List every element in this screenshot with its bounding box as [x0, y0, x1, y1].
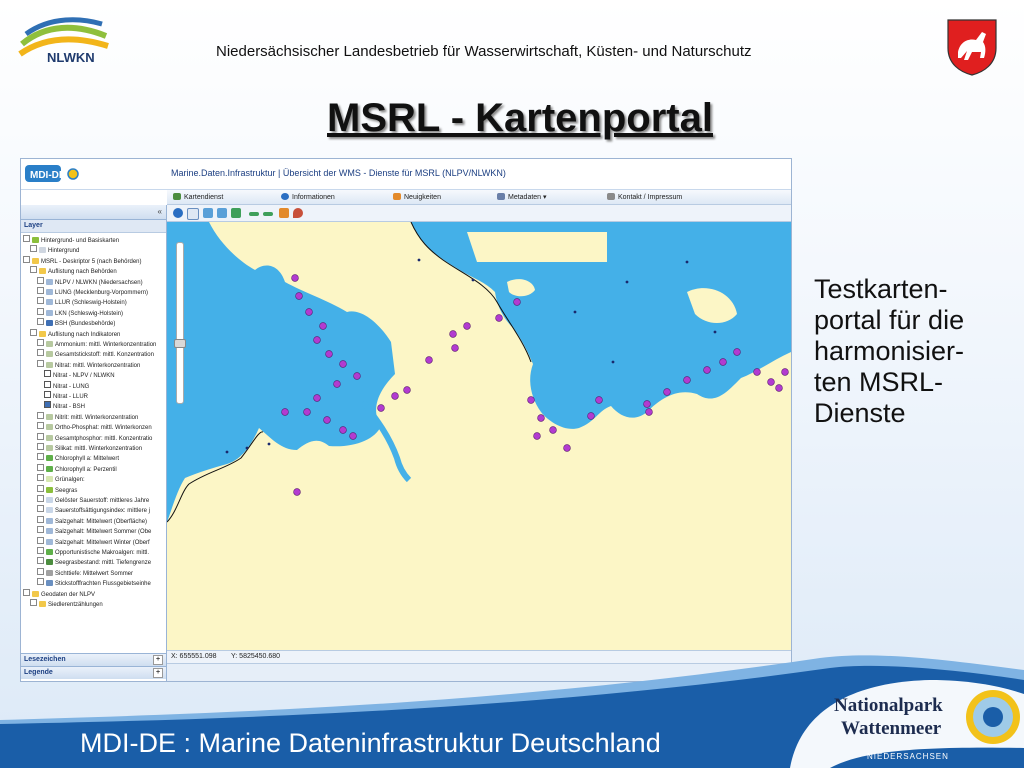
- layer-label: Ammonium: mittl. Winterkonzentration: [55, 342, 157, 348]
- zoom-out-tool-icon[interactable]: [217, 208, 227, 218]
- station-marker-small[interactable]: [472, 279, 475, 282]
- layer-tree-item[interactable]: [37, 453, 119, 463]
- expand-toggle-icon[interactable]: [37, 578, 44, 585]
- layer-tree-item[interactable]: [37, 412, 138, 422]
- layer-tree-item[interactable]: [30, 266, 117, 276]
- expand-toggle-icon[interactable]: [30, 245, 37, 252]
- layer-label: Sichttiefe: Mittelwert Sommer: [55, 570, 134, 577]
- expand-toggle-icon[interactable]: [37, 422, 44, 429]
- station-marker[interactable]: [452, 345, 459, 352]
- station-marker-small[interactable]: [686, 261, 689, 264]
- expand-toggle-icon[interactable]: [37, 453, 44, 460]
- layer-icon: [46, 445, 53, 451]
- layer-icon: [46, 279, 53, 285]
- mdi-de-logo-icon: [25, 163, 85, 185]
- station-marker[interactable]: [450, 331, 457, 338]
- footer-caption: MDI-DE : Marine Dateninfrastruktur Deutschland: [80, 728, 661, 758]
- expand-toggle-icon[interactable]: [37, 557, 44, 564]
- layer-label: MSRL - Deskriptor 5 (nach Behörden): [41, 258, 142, 265]
- layer-tree-item[interactable]: [37, 318, 115, 328]
- station-marker-small[interactable]: [626, 281, 629, 284]
- layer-icon: [46, 487, 53, 493]
- station-marker[interactable]: [350, 433, 357, 440]
- layer-label: Auflistung nach Behörden: [48, 269, 117, 276]
- station-marker[interactable]: [528, 397, 535, 404]
- layer-label: Siedlerentzählungen: [48, 602, 103, 608]
- layer-tree-item[interactable]: [23, 235, 119, 245]
- station-marker[interactable]: [314, 337, 321, 344]
- station-marker[interactable]: [768, 379, 775, 386]
- layer-tree-item[interactable]: [37, 485, 77, 495]
- expand-toggle-icon[interactable]: [37, 287, 44, 294]
- bookmarks-label: Lesezeichen: [24, 656, 66, 663]
- expand-toggle-icon[interactable]: [23, 235, 30, 242]
- station-marker[interactable]: [314, 395, 321, 402]
- station-marker[interactable]: [326, 351, 333, 358]
- layer-label: Nitrat - BSH: [53, 404, 86, 411]
- layer-icon: [46, 320, 53, 326]
- expand-toggle-icon[interactable]: [37, 495, 44, 502]
- layer-icon: [46, 497, 53, 503]
- layer-heading: Layer: [21, 220, 166, 233]
- info-icon: [281, 193, 289, 200]
- collapse-panel-button[interactable]: «: [157, 207, 162, 216]
- news-icon: [393, 193, 401, 200]
- station-marker-small[interactable]: [246, 447, 249, 450]
- x-coordinate: X: 655551.098: [171, 653, 217, 660]
- layer-icon: [39, 247, 46, 253]
- layer-icon: [32, 591, 39, 597]
- station-marker-small[interactable]: [418, 259, 421, 262]
- expand-toggle-icon[interactable]: [37, 349, 44, 356]
- map-toolbar: [167, 205, 791, 222]
- layer-icon: [46, 455, 53, 461]
- side-caption-line: portal für die: [814, 305, 965, 335]
- menu-neuigkeiten[interactable]: [393, 193, 441, 201]
- expand-icon[interactable]: +: [153, 668, 163, 678]
- nlwkn-logo-label: NLWKN: [47, 50, 95, 65]
- side-caption-line: Dienste: [814, 398, 906, 428]
- station-marker-small[interactable]: [612, 361, 615, 364]
- station-marker[interactable]: [306, 309, 313, 316]
- station-marker[interactable]: [282, 409, 289, 416]
- layer-icon: [46, 528, 53, 534]
- layer-label: LUNG (Mecklenburg-Vorpommern): [55, 290, 149, 296]
- layer-label: Chlorophyll a: Mittelwert: [55, 456, 120, 463]
- layer-icon: [46, 351, 53, 357]
- layer-icon: [46, 466, 53, 472]
- station-marker[interactable]: [464, 323, 471, 330]
- layer-icon: [46, 435, 53, 441]
- pan-tool-icon[interactable]: [187, 208, 199, 220]
- mdi-de-logo-label: MDI-DE: [30, 170, 66, 181]
- layer-label: Salzgehalt: Mittelwert (Oberfläche): [55, 518, 148, 525]
- station-marker[interactable]: [320, 323, 327, 330]
- layer-label: BSH (Bundesbehörde): [55, 321, 116, 328]
- station-marker[interactable]: [538, 415, 545, 422]
- zoom-slider[interactable]: [176, 242, 184, 404]
- expand-toggle-icon[interactable]: [30, 329, 37, 336]
- layer-tree-item[interactable]: [37, 422, 152, 432]
- station-marker[interactable]: [646, 409, 653, 416]
- layer-tree-item[interactable]: [37, 578, 151, 588]
- layer-checkbox[interactable]: [44, 401, 51, 408]
- station-marker[interactable]: [304, 409, 311, 416]
- station-marker-small[interactable]: [268, 443, 271, 446]
- layer-tree-item[interactable]: [37, 495, 149, 505]
- layer-tree-item[interactable]: [37, 297, 127, 307]
- expand-toggle-icon[interactable]: [37, 505, 44, 512]
- layer-label: Seegrasbestand: mittl. Tiefengrenze: [55, 560, 152, 567]
- layer-tree-item[interactable]: [37, 433, 152, 443]
- expand-toggle-icon[interactable]: [23, 589, 30, 596]
- station-marker[interactable]: [704, 367, 711, 374]
- layer-tree-item[interactable]: [37, 537, 150, 547]
- station-marker[interactable]: [754, 369, 761, 376]
- panel-header: [21, 205, 166, 220]
- layer-tree-item[interactable]: [23, 256, 142, 266]
- station-marker[interactable]: [564, 445, 571, 452]
- layer-icon: [46, 424, 53, 430]
- layer-icon: [46, 539, 53, 545]
- layer-label: Sauerstoffsättigungsindex: mittlere j: [55, 508, 150, 515]
- station-marker[interactable]: [404, 387, 411, 394]
- layer-label: Gelöster Sauerstoff: mittleres Jahre: [55, 498, 150, 504]
- layer-label: Nitrat - LUNG: [53, 383, 90, 390]
- map-view[interactable]: [167, 222, 791, 650]
- layer-label: Hintergrund: [48, 248, 80, 255]
- menu-neuigkeiten-label: Neuigkeiten: [404, 194, 441, 201]
- station-marker[interactable]: [426, 357, 433, 364]
- side-caption-line: harmonisier-: [814, 336, 965, 366]
- layer-tree-item[interactable]: [37, 339, 156, 349]
- layer-label: Opportunistische Makroalgen: mittl.: [55, 550, 150, 556]
- nationalpark-label: Nationalpark: [834, 695, 943, 716]
- layer-icon: [46, 570, 53, 576]
- layer-label: Stickstofffrachten Flussgebietseinhe: [55, 581, 151, 588]
- station-marker[interactable]: [550, 427, 557, 434]
- page-title: MSRL - Kartenportal: [327, 96, 713, 140]
- map-icon: [173, 193, 181, 200]
- layer-label: Gesamtphosphor: mittl. Konzentratio: [55, 435, 153, 442]
- expand-toggle-icon[interactable]: [37, 433, 44, 440]
- layer-label: Hintergrund- und Basiskarten: [41, 238, 120, 244]
- wattenmeer-label: Wattenmeer: [841, 718, 942, 739]
- layer-icon: [46, 289, 53, 295]
- layer-label: Salzgehalt: Mittelwert Sommer (Obe: [55, 529, 152, 536]
- station-marker[interactable]: [294, 489, 301, 496]
- map-portal-screenshot: [20, 158, 792, 682]
- layer-label: Gesamtstickstoff: mittl. Konzentration: [55, 352, 154, 359]
- expand-toggle-icon[interactable]: [37, 339, 44, 346]
- station-marker[interactable]: [496, 315, 503, 322]
- layer-tree-item[interactable]: [30, 599, 103, 609]
- zoom-in-tool-icon[interactable]: [203, 208, 213, 218]
- station-marker[interactable]: [588, 413, 595, 420]
- station-marker-small[interactable]: [574, 311, 577, 314]
- layer-tree-item[interactable]: [37, 516, 147, 526]
- station-marker[interactable]: [734, 349, 741, 356]
- layer-label: Auflistung nach Indikatoren: [48, 331, 121, 338]
- zoom-extent-tool-icon[interactable]: [231, 208, 241, 218]
- layer-tree-item[interactable]: [37, 277, 143, 287]
- forward-tool-icon[interactable]: [263, 212, 273, 216]
- menu-kontakt-label: Kontakt / Impressum: [618, 194, 683, 201]
- layer-label: Geodaten der NLPV: [41, 591, 96, 598]
- layer-icon: [39, 601, 46, 607]
- app-title: Marine.Daten.Infrastruktur | Übersicht der WMS - Dienste für MSRL (NLPV/NLWKN): [171, 168, 506, 178]
- pin-tool-icon[interactable]: [293, 208, 303, 218]
- layer-icon: [46, 299, 53, 305]
- station-marker[interactable]: [340, 427, 347, 434]
- station-marker[interactable]: [378, 405, 385, 412]
- layer-label: Ortho-Phosphat: mittl. Winterkonzen: [55, 425, 152, 432]
- station-marker[interactable]: [664, 389, 671, 396]
- layer-tree-item[interactable]: [44, 370, 115, 380]
- menu-metadaten-label: Metadaten ▾: [508, 194, 547, 201]
- layer-checkbox[interactable]: [44, 391, 51, 398]
- station-marker[interactable]: [324, 417, 331, 424]
- station-marker[interactable]: [684, 377, 691, 384]
- expand-toggle-icon[interactable]: [37, 474, 44, 481]
- layer-icon: [46, 507, 53, 513]
- layer-icon: [46, 549, 53, 555]
- station-marker[interactable]: [334, 381, 341, 388]
- layer-tree-item[interactable]: [37, 349, 154, 359]
- menu-kontakt[interactable]: [607, 193, 682, 201]
- layer-icon: [46, 341, 53, 347]
- contact-icon: [607, 193, 615, 200]
- layer-checkbox[interactable]: [44, 370, 51, 377]
- layer-tree-item[interactable]: [30, 329, 120, 339]
- expand-toggle-icon[interactable]: [37, 526, 44, 533]
- layer-tree-item[interactable]: [37, 443, 142, 453]
- layer-icon: [46, 476, 53, 482]
- side-caption-line: ten MSRL-: [814, 367, 944, 397]
- menu-informationen[interactable]: [281, 193, 335, 201]
- layer-checkbox[interactable]: [44, 381, 51, 388]
- expand-toggle-icon[interactable]: [30, 599, 37, 606]
- layer-label: Nitrat - NLPV / NLWKN: [53, 373, 115, 380]
- layer-tree-item[interactable]: [37, 360, 140, 370]
- station-marker-small[interactable]: [714, 331, 717, 334]
- layer-label: Salzgehalt: Mittelwert Winter (Oberf: [55, 539, 150, 546]
- map-canvas: [167, 222, 791, 650]
- layer-label: LLUR (Schleswig-Holstein): [55, 300, 127, 307]
- menu-informationen-label: Informationen: [292, 194, 335, 201]
- layer-tree-item[interactable]: [37, 505, 150, 515]
- layer-icon: [46, 518, 53, 524]
- layer-tree-item[interactable]: [37, 557, 151, 567]
- layer-tree-item[interactable]: [37, 287, 148, 297]
- layer-label: Nitrat - LLUR: [53, 394, 89, 400]
- expand-toggle-icon[interactable]: [23, 256, 30, 263]
- layer-icon: [46, 580, 53, 586]
- layer-tree-item[interactable]: [37, 547, 149, 557]
- expand-toggle-icon[interactable]: [37, 537, 44, 544]
- layer-label: Seegras: [55, 487, 78, 494]
- expand-toggle-icon[interactable]: [37, 412, 44, 419]
- legend-label: Legende: [24, 669, 53, 676]
- org-name: Niedersächsischer Landesbetrieb für Wasserwirtschaft, Küsten- und Naturschutz: [216, 43, 752, 60]
- station-marker[interactable]: [354, 373, 361, 380]
- layer-icon: [46, 310, 53, 316]
- expand-toggle-icon[interactable]: [37, 485, 44, 492]
- back-tool-icon[interactable]: [249, 212, 259, 216]
- elbe-channel: [363, 402, 409, 480]
- expand-toggle-icon[interactable]: [37, 277, 44, 284]
- layer-label: Nitrit: mittl. Winterkonzentration: [55, 414, 139, 421]
- station-marker[interactable]: [782, 369, 789, 376]
- station-marker[interactable]: [292, 275, 299, 282]
- layer-icon: [39, 331, 46, 337]
- layer-icon: [46, 414, 53, 420]
- station-marker[interactable]: [644, 401, 651, 408]
- layer-tree-item[interactable]: [37, 474, 85, 484]
- layer-tree-item[interactable]: [37, 308, 123, 318]
- layer-icon: [32, 258, 39, 264]
- side-caption-line: Testkarten-: [814, 274, 948, 304]
- measure-tool-icon[interactable]: [279, 208, 289, 218]
- info-tool-icon[interactable]: [173, 208, 183, 218]
- expand-toggle-icon[interactable]: [37, 360, 44, 367]
- y-coordinate: Y: 5825450.680: [231, 653, 281, 660]
- layer-label: Grünalgen:: [55, 477, 85, 484]
- layer-tree-item[interactable]: [37, 464, 117, 474]
- expand-toggle-icon[interactable]: [30, 266, 37, 273]
- layer-label: LKN (Schleswig-Holstein): [55, 310, 124, 317]
- expand-toggle-icon[interactable]: [37, 568, 44, 575]
- nationalpark-logo-icon: [964, 688, 1022, 746]
- menubar: [167, 190, 791, 205]
- layer-tree-item[interactable]: [37, 568, 133, 578]
- layer-icon: [39, 268, 46, 274]
- station-marker[interactable]: [392, 393, 399, 400]
- station-marker[interactable]: [340, 361, 347, 368]
- station-marker[interactable]: [296, 293, 303, 300]
- side-caption: [814, 274, 964, 429]
- layer-icon: [32, 237, 39, 243]
- layer-label: Chlorophyll a: Perzentil: [55, 466, 117, 473]
- station-marker[interactable]: [720, 359, 727, 366]
- layer-tree-item[interactable]: [23, 589, 95, 599]
- expand-icon[interactable]: +: [153, 655, 163, 665]
- station-marker-small[interactable]: [226, 451, 229, 454]
- expand-toggle-icon[interactable]: [37, 443, 44, 450]
- zoom-slider-handle[interactable]: [174, 339, 186, 348]
- station-marker[interactable]: [514, 299, 521, 306]
- layer-label: NLPV / NLWKN (Niedersachsen): [55, 279, 143, 286]
- layer-icon: [46, 559, 53, 565]
- expand-toggle-icon[interactable]: [37, 308, 44, 315]
- metadata-icon: [497, 193, 505, 200]
- station-marker[interactable]: [596, 397, 603, 404]
- layer-tree-item[interactable]: [44, 401, 85, 411]
- menu-kartendienst[interactable]: [173, 193, 223, 201]
- niedersachsen-label: NIEDERSACHSEN: [867, 752, 949, 761]
- expand-toggle-icon[interactable]: [37, 516, 44, 523]
- layer-tree: [21, 233, 166, 633]
- lower-saxony-crest-icon: [946, 18, 998, 76]
- layer-label: Silikat: mittl. Winterkonzentration: [55, 446, 143, 452]
- layer-tree-item[interactable]: [44, 381, 89, 391]
- station-marker[interactable]: [534, 433, 541, 440]
- expand-toggle-icon[interactable]: [37, 297, 44, 304]
- layer-icon: [46, 362, 53, 368]
- layer-tree-item[interactable]: [37, 526, 151, 536]
- layer-label: Nitrat: mittl. Winterkonzentration: [55, 362, 141, 369]
- station-marker[interactable]: [776, 385, 783, 392]
- expand-toggle-icon[interactable]: [37, 464, 44, 471]
- layer-tree-item[interactable]: [30, 245, 79, 255]
- app-header: [21, 159, 791, 190]
- danish-island: [467, 232, 607, 262]
- menu-metadaten[interactable]: [497, 193, 547, 201]
- menu-kartendienst-label: Kartendienst: [184, 194, 224, 201]
- layer-panel: [21, 205, 167, 681]
- expand-toggle-icon[interactable]: [37, 318, 44, 325]
- layer-tree-item[interactable]: [44, 391, 88, 401]
- expand-toggle-icon[interactable]: [37, 547, 44, 554]
